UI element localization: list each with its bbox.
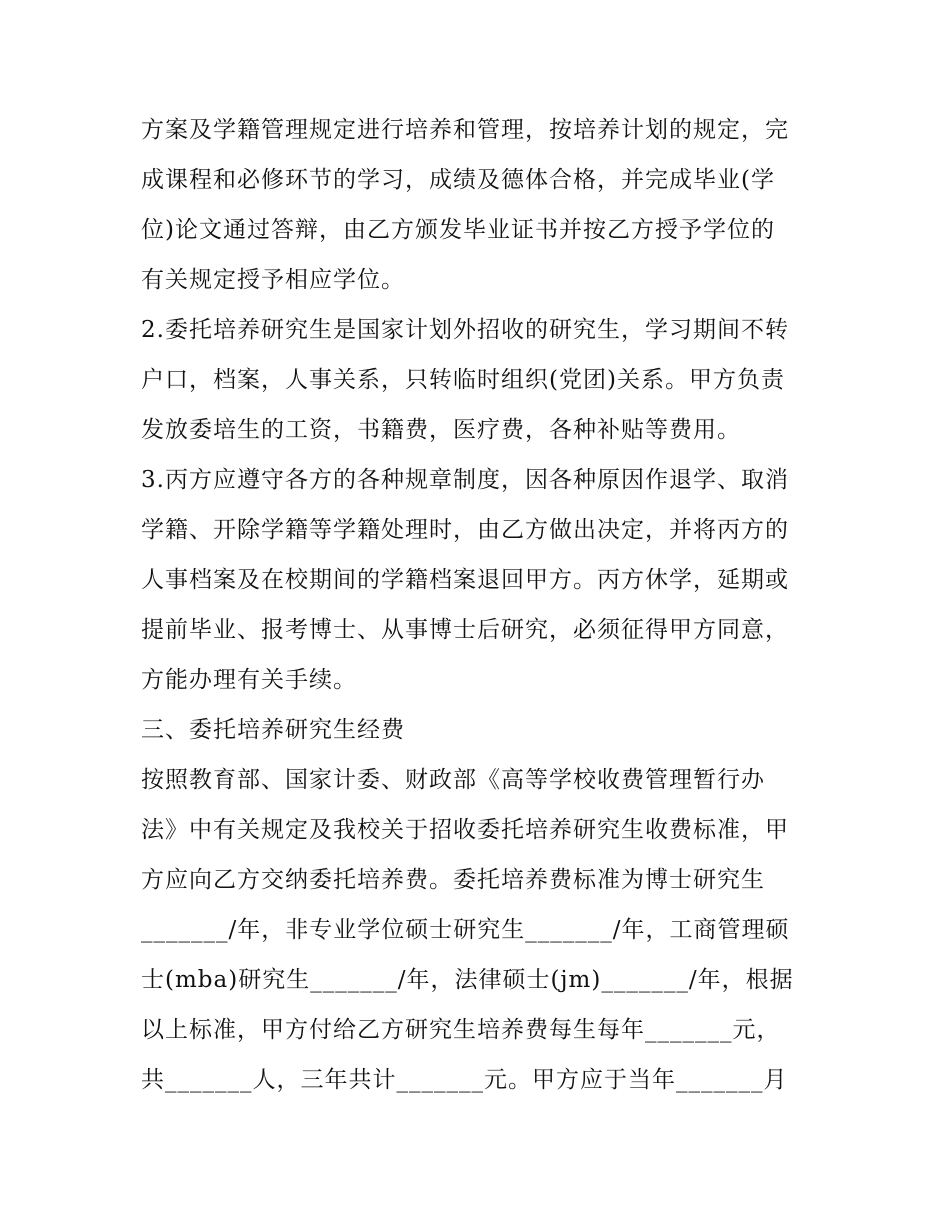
text-line: 按照教育部、国家计委、财政部《高等学校收费管理暂行办	[141, 767, 765, 793]
text-line: 提前毕业、报考博士、从事博士后研究，必须征得甲方同意，	[141, 617, 789, 643]
text-line: 方能办理有关手续。	[141, 667, 357, 693]
text-line: 2.委托培养研究生是国家计划外招收的研究生，学习期间不转	[141, 317, 789, 343]
text-line: 法》中有关规定及我校关于招收委托培养研究生收费标准，甲	[141, 817, 789, 843]
text-line: _______/年，非专业学位硕士研究生_______/年，工商管理硕	[141, 917, 790, 943]
text-line: 成课程和必修环节的学习，成绩及德体合格，并完成毕业(学	[141, 167, 775, 193]
text-line: 方应向乙方交纳委托培养费。委托培养费标准为博士研究生	[141, 867, 765, 893]
text-line: 有关规定授予相应学位。	[141, 267, 405, 293]
text-line: 位)论文通过答辩，由乙方颁发毕业证书并按乙方授予学位的	[141, 217, 775, 243]
text-line: 以上标准，甲方付给乙方研究生培养费每生每年_______元，	[141, 1017, 781, 1043]
text-line: 人事档案及在校期间的学籍档案退回甲方。丙方休学，延期或	[141, 567, 789, 593]
text-line: 3.丙方应遵守各方的各种规章制度，因各种原因作退学、取消	[141, 467, 789, 493]
text-line: 学籍、开除学籍等学籍处理时，由乙方做出决定，并将丙方的	[141, 517, 789, 543]
text-line: 共_______人，三年共计_______元。甲方应于当年_______月	[141, 1067, 788, 1093]
text-line: 户口，档案，人事关系，只转临时组织(党团)关系。甲方负责	[141, 367, 785, 393]
text-line: 发放委培生的工资，书籍费，医疗费，各种补贴等费用。	[141, 417, 741, 443]
text-line: 方案及学籍管理规定进行培养和管理，按培养计划的规定，完	[141, 117, 789, 143]
section-heading: 三、委托培养研究生经费	[141, 717, 405, 743]
text-line: 士(mba)研究生_______/年，法律硕士(jm)_______/年，根据	[141, 967, 794, 993]
